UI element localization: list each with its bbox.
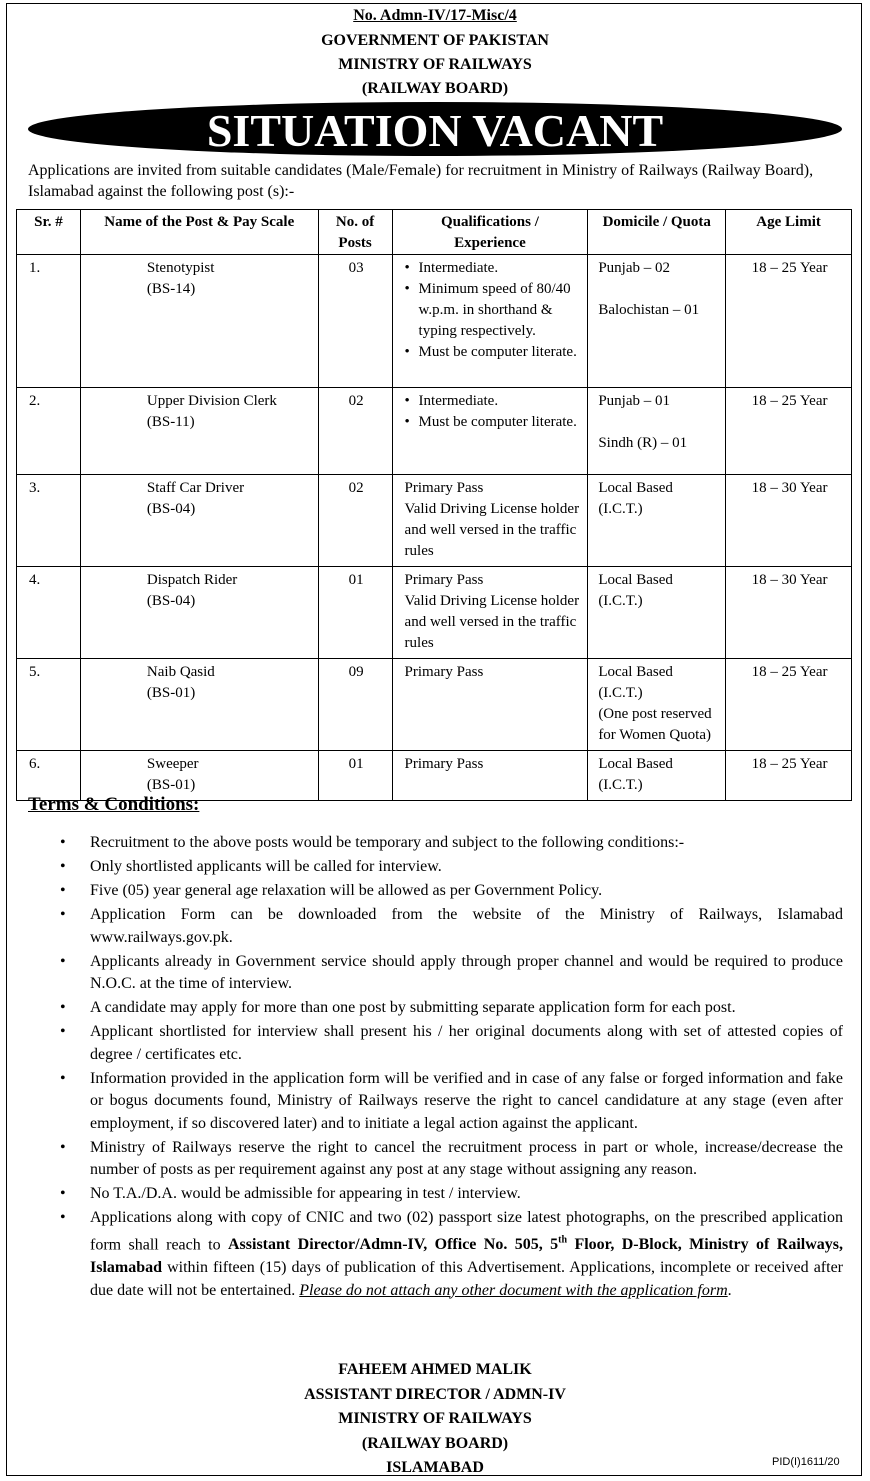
row-post-name: Dispatch Rider (BS-04) xyxy=(80,567,318,659)
row-age-limit: 18 – 25 Year xyxy=(726,751,852,801)
row-post-name: Upper Division Clerk (BS-11) xyxy=(80,388,318,475)
row-domicile: Local Based (I.C.T.) xyxy=(588,751,726,801)
situation-vacant-banner xyxy=(28,100,842,158)
row-posts: 03 xyxy=(318,255,392,388)
row-age-limit: 18 – 30 Year xyxy=(726,475,852,567)
reference-number: No. Admn-IV/17-Misc/4 xyxy=(353,7,517,24)
row-sr: 1. xyxy=(17,255,81,388)
table-row xyxy=(17,475,852,567)
row-posts: 02 xyxy=(318,388,392,475)
row-age-limit: 18 – 25 Year xyxy=(726,255,852,388)
table-header-row xyxy=(17,210,852,255)
row-qualifications: Primary Pass Valid Driving License holder and well versed in the traffic rules xyxy=(392,567,588,659)
signatory-designation: ASSISTANT DIRECTOR / ADMN-IV xyxy=(304,1385,566,1403)
signatory-ministry: MINISTRY OF RAILWAYS xyxy=(338,1410,532,1427)
table-row xyxy=(17,567,852,659)
list-item: • A candidate may apply for more than one post by submitting separate application form for each post. xyxy=(28,997,843,1020)
row-age-limit: 18 – 25 Year xyxy=(726,388,852,475)
table-row xyxy=(17,751,852,801)
row-post-name: Staff Car Driver (BS-04) xyxy=(80,475,318,567)
list-item: • Applicant shortlisted for interview shall present his / her original documents along with set of attested copies of degree / certificates etc. xyxy=(28,1021,843,1066)
row-post-name: Naib Qasid (BS-01) xyxy=(80,659,318,751)
submission-address: Assistant Director/Admn-IV, Office No. 505, 5th Floor, D-Block, Ministry of Railways, Islamabad xyxy=(90,1235,844,1276)
row-domicile: Local Based (I.C.T.) xyxy=(588,475,726,567)
header-qualifications: Qualifications / Experience xyxy=(392,210,588,255)
pid-number: PID(I)1611/20 xyxy=(772,1456,840,1468)
terms-title: Terms & Conditions: xyxy=(28,794,200,815)
header-board: (RAILWAY BOARD) xyxy=(361,80,509,97)
signature-block xyxy=(0,1358,870,1481)
row-qualifications: • Intermediate. • Minimum speed of 80/40 w.p.m. in shorthand & typing respectively. • Must be computer literate. xyxy=(392,255,588,388)
row-sr: 2. xyxy=(17,388,81,475)
row-posts: 09 xyxy=(318,659,392,751)
row-qualifications: Primary Pass xyxy=(392,751,588,801)
signatory-board: (RAILWAY BOARD) xyxy=(361,1434,509,1452)
row-age-limit: 18 – 25 Year xyxy=(726,659,852,751)
header-post-name: Name of the Post & Pay Scale xyxy=(80,210,318,255)
list-item: • Information provided in the application form will be verified and in case of any false or forged information and fake or bogus documents found, Ministry of Railways reserve the right to cancel candidature at any stage (even after employment, if so discovered later) and to initiate a legal action against the applicant. xyxy=(28,1068,843,1136)
list-item-application-instructions: • Applications along with copy of CNIC and two (02) passport size latest photographs, on the prescribed application form shall reach to Assistant Director/Admn-IV, Office No. 505, 5th Floor, D-Block, Ministry of Railways, Islamabad within fifteen (15) days of publication of this Advertisement. Applications, incomplete or received after due date will not be entertained. Please do not attach any other document with the application form. xyxy=(28,1207,843,1302)
banner-title: SITUATION VACANT xyxy=(206,105,664,156)
table-row xyxy=(17,388,852,475)
row-sr: 5. xyxy=(17,659,81,751)
row-post-name: Sweeper (BS-01) xyxy=(80,751,318,801)
table-row xyxy=(17,255,852,388)
row-age-limit: 18 – 30 Year xyxy=(726,567,852,659)
row-domicile: Local Based (I.C.T.) (One post reserved for Women Quota) xyxy=(588,659,726,751)
header-age-limit: Age Limit xyxy=(726,210,852,255)
attachment-note: Please do not attach any other document with the application form xyxy=(299,1281,728,1299)
signatory-city: ISLAMABAD xyxy=(386,1459,484,1476)
posts-table xyxy=(16,209,852,801)
signatory-name: FAHEEM AHMED MALIK xyxy=(338,1361,532,1378)
row-qualifications: Primary Pass Valid Driving License holder and well versed in the traffic rules xyxy=(392,475,588,567)
row-post-name: Stenotypist (BS-14) xyxy=(80,255,318,388)
header-ministry: MINISTRY OF RAILWAYS xyxy=(338,56,532,73)
list-item: • Only shortlisted applicants will be called for interview. xyxy=(28,856,843,879)
row-sr: 6. xyxy=(17,751,81,801)
row-domicile: Local Based (I.C.T.) xyxy=(588,567,726,659)
row-domicile: Punjab – 01 Sindh (R) – 01 xyxy=(588,388,726,475)
header-no-of-posts: No. of Posts xyxy=(318,210,392,255)
row-qualifications: • Intermediate. • Must be computer literate. xyxy=(392,388,588,475)
header-government: GOVERNMENT OF PAKISTAN xyxy=(321,32,549,49)
header-domicile: Domicile / Quota xyxy=(588,210,726,255)
row-posts: 01 xyxy=(318,751,392,801)
row-domicile: Punjab – 02 Balochistan – 01 xyxy=(588,255,726,388)
row-posts: 02 xyxy=(318,475,392,567)
list-item: • Applicants already in Government service should apply through proper channel and would be required to produce N.O.C. at the time of interview. xyxy=(28,951,843,996)
row-qualifications: Primary Pass xyxy=(392,659,588,751)
list-item: • Five (05) year general age relaxation will be allowed as per Government Policy. xyxy=(28,880,843,903)
list-item: • Recruitment to the above posts would be temporary and subject to the following conditions:- xyxy=(28,832,843,855)
row-posts: 01 xyxy=(318,567,392,659)
list-item: • Ministry of Railways reserve the right to cancel the recruitment process in part or whole, increase/decrease the number of posts as per requirement against any post at any stage without assigning any reason. xyxy=(28,1137,843,1182)
intro-paragraph: Applications are invited from suitable candidates (Male/Female) for recruitment in Ministry of Railways (Railway Board), Islamabad against the following post (s):- xyxy=(28,162,814,200)
table-row xyxy=(17,659,852,751)
header-sr: Sr. # xyxy=(17,210,81,255)
row-sr: 4. xyxy=(17,567,81,659)
list-item: • Application Form can be downloaded from the website of the Ministry of Railways, Islamabad www.railways.gov.pk. xyxy=(28,904,843,949)
row-sr: 3. xyxy=(17,475,81,567)
terms-list xyxy=(28,832,843,1304)
list-item: • No T.A./D.A. would be admissible for appearing in test / interview. xyxy=(28,1183,843,1206)
